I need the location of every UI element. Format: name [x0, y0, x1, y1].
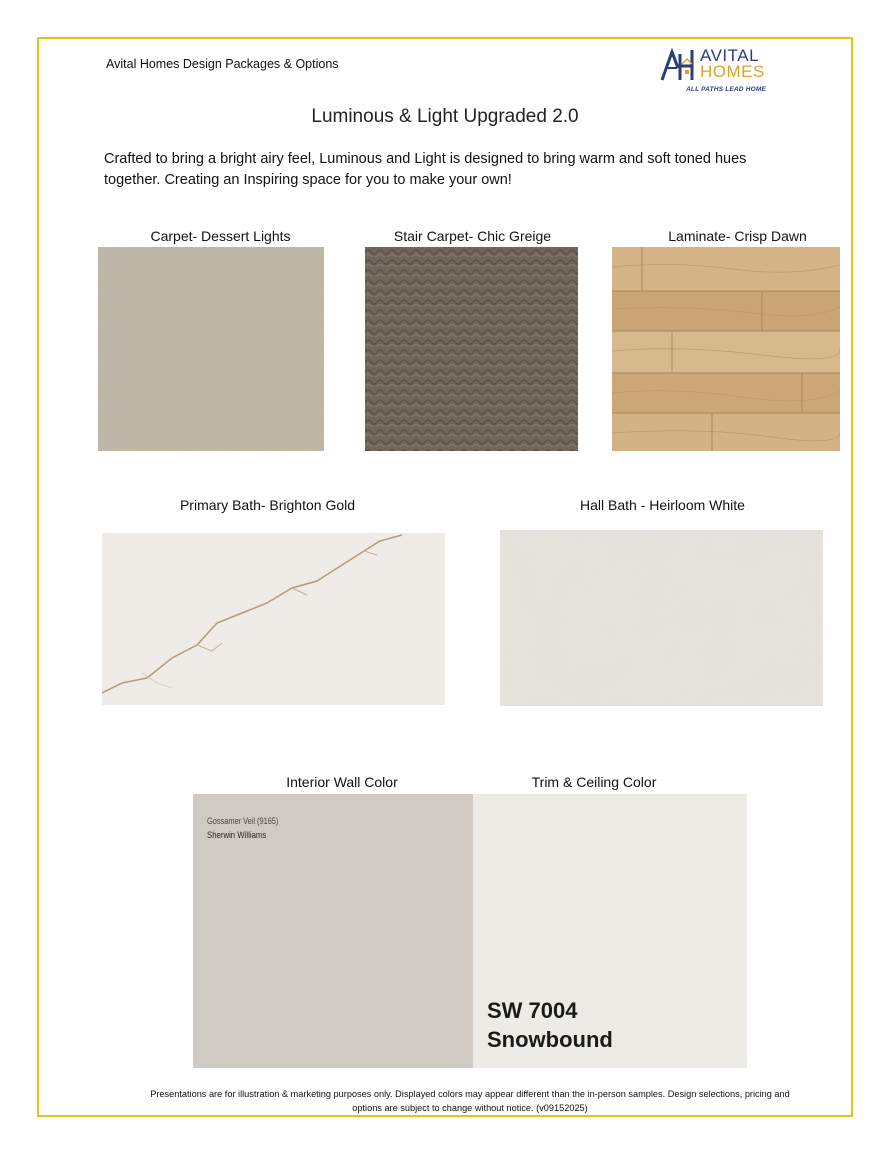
disclaimer-line-2: options are subject to change without notice. (v09152025): [352, 1103, 588, 1113]
package-description: Crafted to bring a bright airy feel, Luminous and Light is designed to bring warm and soft toned hues together. Creating an Inspiring space for you to make your own!: [104, 151, 747, 188]
interior-wall-label: Interior Wall Color: [286, 774, 398, 790]
trim-ceiling-paint-name: Snowbound: [487, 1027, 613, 1052]
primary-bath-label: Primary Bath- Brighton Gold: [179, 497, 356, 513]
stair-carpet-label: Stair Carpet- Chic Greige: [393, 228, 552, 244]
trim-ceiling-label: Trim & Ceiling Color: [531, 774, 657, 790]
hall-bath-swatch: [500, 530, 823, 706]
interior-wall-paint-name: Gossamer Veil (9165): [207, 816, 279, 826]
package-title: Luminous & Light Upgraded 2.0: [311, 106, 579, 127]
primary-bath-swatch: [102, 533, 445, 705]
carpet-swatch: [98, 247, 324, 451]
interior-wall-paint-brand: Sherwin Williams: [207, 830, 267, 841]
document-header-title: Avital Homes Design Packages & Options: [106, 57, 339, 71]
logo-word-avital: AVITAL: [700, 46, 760, 65]
avital-ah-house-logo-icon: [660, 46, 702, 86]
footer-disclaimer: [90, 1087, 850, 1115]
laminate-swatch: [612, 247, 840, 451]
paint-swatches: [193, 794, 747, 1068]
disclaimer-line-1: Presentations are for illustration & marketing purposes only. Displayed colors may appear different than the in-person samples. Design selections, pricing and: [150, 1089, 790, 1099]
logo-word-homes: HOMES: [700, 62, 765, 81]
hall-bath-label: Hall Bath - Heirloom White: [580, 497, 745, 513]
avital-homes-logo: [660, 46, 810, 98]
stair-carpet-swatch: [365, 247, 578, 451]
logo-wordmark: [700, 48, 765, 80]
carpet-label: Carpet- Dessert Lights: [150, 228, 291, 244]
logo-tagline: ALL PATHS LEAD HOME: [686, 86, 766, 93]
interior-wall-swatch: [193, 794, 473, 1068]
trim-ceiling-paint-code: SW 7004: [487, 998, 578, 1023]
laminate-label: Laminate- Crisp Dawn: [668, 228, 807, 244]
trim-ceiling-swatch: [473, 794, 747, 1068]
